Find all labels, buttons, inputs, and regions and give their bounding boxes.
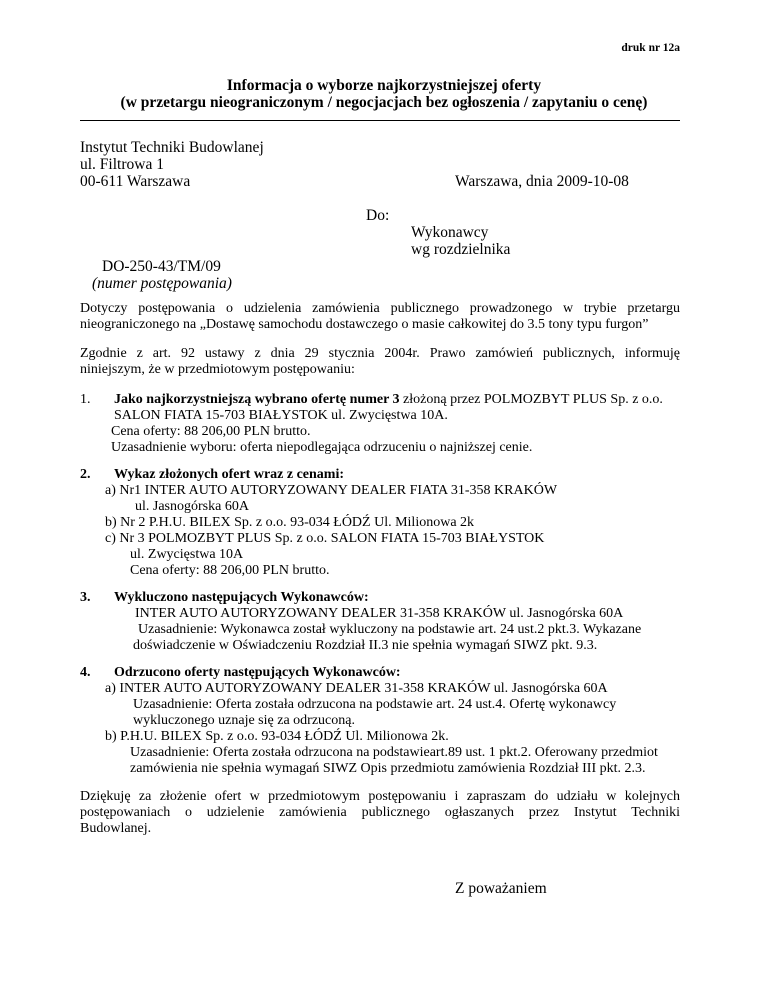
- closing-line-2: postępowaniach o udzielenie zamówienia publicznego ogłaszanych przez Instytut Techniki: [80, 805, 680, 820]
- sender-street: ul. Filtrowa 1: [80, 156, 164, 173]
- document-number: druk nr 12a: [621, 42, 680, 54]
- section-1-line: Cena oferty: 88 206,00 PLN brutto.: [111, 424, 311, 439]
- section-2-number: 2.: [80, 467, 91, 482]
- sender-city: 00-611 Warszawa: [80, 173, 191, 190]
- section-1-bold: Jako najkorzystniejszą wybrano ofertę numer 3: [114, 392, 400, 407]
- intro-line-1: Zgodnie z art. 92 ustawy z dnia 29 stycznia 2004r. Prawo zamówień publicznych, informuję: [80, 346, 680, 361]
- section-1-first-line: [114, 392, 663, 408]
- intro-paragraph: [80, 346, 680, 378]
- section-4-number: 4.: [80, 665, 91, 680]
- section-1-rest: złożoną przez POLMOZBYT PLUS Sp. z o.o.: [399, 392, 663, 407]
- to-label: Do:: [366, 207, 390, 224]
- closing-paragraph: [80, 789, 680, 837]
- section-3-line: doświadczenie w Oświadczeniu Rozdział II.3 nie spełnia wymagań SIWZ pkt. 9.3.: [133, 638, 598, 653]
- section-4-heading: Odrzucono oferty następujących Wykonawców:: [114, 665, 401, 680]
- section-2-line: ul. Jasnogórska 60A: [135, 499, 249, 514]
- section-4-line: Uzasadnienie: Oferta została odrzucona na podstawie art. 24 ust.4. Ofertę wykonawcy: [133, 697, 617, 712]
- section-4-line: b) P.H.U. BILEX Sp. z o.o. 93-034 ŁÓDŹ Ul. Milionowa 2k.: [105, 729, 449, 744]
- section-3-line: Uzasadnienie: Wykonawca został wykluczony na podstawie art. 24 ust.2 pkt.3. Wykazane: [138, 622, 642, 637]
- section-2-line: b) Nr 2 P.H.U. BILEX Sp. z o.o. 93-034 ŁÓDŹ Ul. Milionowa 2k: [105, 515, 475, 530]
- subject-line-2: nieograniczonego na „Dostawę samochodu dostawczego o masie całkowitej do 3.5 tony typu furgon”: [80, 317, 649, 332]
- recipient-line-2: wg rozdzielnika: [411, 241, 511, 258]
- section-1-line: Uzasadnienie wyboru: oferta niepodlegająca odrzuceniu o najniższej cenie.: [111, 440, 533, 455]
- section-1-number: 1.: [80, 392, 91, 407]
- header-divider: [80, 120, 680, 121]
- section-2-line: ul. Zwycięstwa 10A: [130, 547, 244, 562]
- case-number-label: (numer postępowania): [92, 275, 232, 292]
- sender-name: Instytut Techniki Budowlanej: [80, 139, 264, 156]
- recipient-line-1: Wykonawcy: [411, 224, 489, 241]
- section-2-line: Cena oferty: 88 206,00 PLN brutto.: [130, 563, 330, 578]
- signoff: Z poważaniem: [455, 880, 547, 897]
- case-number: DO-250-43/TM/09: [102, 258, 221, 275]
- section-4-line: a) INTER AUTO AUTORYZOWANY DEALER 31-358 KRAKÓW ul. Jasnogórska 60A: [105, 681, 608, 696]
- section-3-heading: Wykluczono następujących Wykonawców:: [114, 590, 369, 605]
- section-1-line: SALON FIATA 15-703 BIAŁYSTOK ul. Zwycięstwa 10A.: [114, 408, 448, 423]
- subject-paragraph: [80, 301, 680, 333]
- closing-line-3: Budowlanej.: [80, 821, 152, 836]
- section-4-line: Uzasadnienie: Oferta została odrzucona na podstawieart.89 ust. 1 pkt.2. Oferowany przedmiot: [130, 745, 658, 760]
- section-3-number: 3.: [80, 590, 91, 605]
- section-2-heading: Wykaz złożonych ofert wraz z cenami:: [114, 467, 345, 482]
- section-3-line: INTER AUTO AUTORYZOWANY DEALER 31-358 KRAKÓW ul. Jasnogórska 60A: [135, 606, 624, 621]
- section-4-line: zamówienia nie spełnia wymagań SIWZ Opis przedmiotu zamówienia Rozdział III pkt. 2.3.: [130, 761, 646, 776]
- document-subtitle: (w przetargu nieograniczonym / negocjacjach bez ogłoszenia / zapytaniu o cenę): [120, 94, 648, 111]
- intro-line-2: niniejszym, że w przedmiotowym postępowaniu:: [80, 362, 355, 377]
- closing-line-1: Dziękuję za złożenie ofert w przedmiotowym postępowaniu i zapraszam do udziału w kolejnych: [80, 789, 680, 804]
- subject-line-1: Dotyczy postępowania o udzielenia zamówienia publicznego prowadzonego w trybie przetargu: [80, 301, 680, 316]
- place-date: Warszawa, dnia 2009-10-08: [455, 173, 629, 190]
- section-4-line: wykluczonego uznaje się za odrzuconą.: [133, 713, 355, 728]
- section-2-line: c) Nr 3 POLMOZBYT PLUS Sp. z o.o. SALON FIATA 15-703 BIAŁYSTOK: [105, 531, 545, 546]
- section-2-line: a) Nr1 INTER AUTO AUTORYZOWANY DEALER FIATA 31-358 KRAKÓW: [105, 483, 558, 498]
- document-title: Informacja o wyborze najkorzystniejszej oferty: [226, 77, 542, 94]
